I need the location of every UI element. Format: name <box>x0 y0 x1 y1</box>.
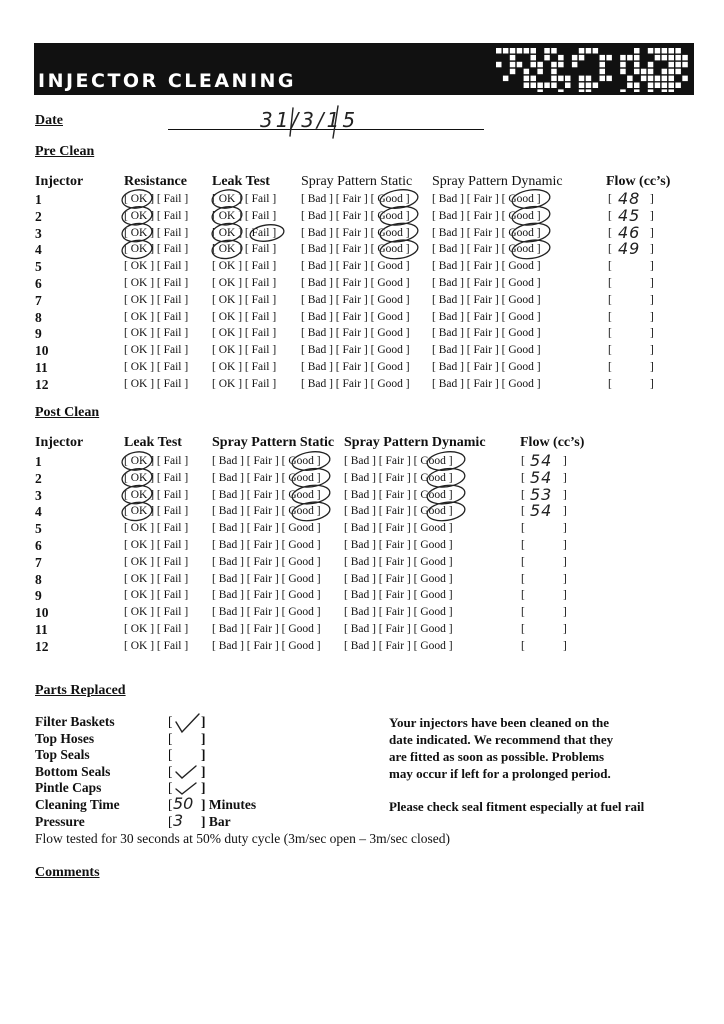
pre-dynamic-options[interactable]: [ Bad ] [ Fair ] [ Good ] <box>432 226 541 239</box>
post-flow-bracket-close: ] <box>563 606 567 619</box>
pre-dynamic-options[interactable]: [ Bad ] [ Fair ] [ Good ] <box>432 310 541 323</box>
pre-leak-options[interactable]: [ OK ] [ Fail ] <box>212 361 277 373</box>
pre-resistance-options[interactable]: [ OK ] [ Fail ] <box>124 361 189 373</box>
pre-dynamic-options[interactable]: [ Bad ] [ Fair ] [ Good ] <box>432 361 541 373</box>
post-flow-bracket-close: ] <box>563 572 567 585</box>
pre-flow-bracket-open: [ <box>608 243 612 256</box>
pre-injector-number: 8 <box>35 309 42 325</box>
pre-flow-bracket-close: ] <box>650 260 654 273</box>
pre-static-options[interactable]: [ Bad ] [ Fair ] [ Good ] <box>301 193 410 205</box>
seal-note: Please check seal fitment especially at fuel rail <box>389 799 645 814</box>
pre-dynamic-options[interactable]: [ Bad ] [ Fair ] [ Good ] <box>432 377 541 390</box>
post-injector-number: 12 <box>35 638 49 654</box>
post-dynamic-options[interactable]: [ Bad ] [ Fair ] [ Good ] <box>344 455 453 467</box>
post-flow-bracket-open: [ <box>521 539 525 551</box>
pre-injector-number: 11 <box>35 360 48 375</box>
pre-resistance-options[interactable]: [ OK ] [ Fail ] <box>124 193 189 205</box>
post-flow-bracket-close: ] <box>563 639 567 652</box>
post-flow-bracket-open: [ <box>521 555 525 568</box>
pre-resistance-options[interactable]: [ OK ] [ Fail ] <box>124 327 189 340</box>
pre-flow-bracket-open: [ <box>608 361 612 373</box>
post-dynamic-options[interactable]: [ Bad ] [ Fair ] [ Good ] <box>344 471 453 484</box>
pre-leak-options[interactable]: [ OK ] [ Fail ] <box>212 209 277 222</box>
post-static-options[interactable]: [ Bad ] [ Fair ] [ Good ] <box>212 623 321 635</box>
pre-flow-bracket-close: ] <box>650 277 654 289</box>
part-bracket-close: ] <box>201 763 206 779</box>
post-leak-options[interactable]: [ OK ] [ Fail ] <box>124 522 189 535</box>
post-leak-options[interactable]: [ OK ] [ Fail ] <box>124 488 189 501</box>
post-flow-bracket-open: [ <box>521 505 525 518</box>
post-dynamic-options[interactable]: [ Bad ] [ Fair ] [ Good ] <box>344 623 453 635</box>
post-static-options[interactable]: [ Bad ] [ Fair ] [ Good ] <box>212 522 321 535</box>
post-injector-number: 1 <box>35 454 42 469</box>
post-flow-bracket-open: [ <box>521 572 525 585</box>
pre-flow-bracket-close: ] <box>650 226 654 239</box>
pre-leak-options[interactable]: [ OK ] [ Fail ] <box>212 310 277 323</box>
message-line: may occur if left for a prolonged period. <box>389 766 611 781</box>
post-flow-bracket-close: ] <box>563 623 567 635</box>
pre-flow-bracket-close: ] <box>650 344 654 357</box>
pre-static-options[interactable]: [ Bad ] [ Fair ] [ Good ] <box>301 310 410 323</box>
post-static-options[interactable]: [ Bad ] [ Fair ] [ Good ] <box>212 606 321 619</box>
pre-flow-bracket-close: ] <box>650 377 654 390</box>
post-flow-bracket-close: ] <box>563 471 567 484</box>
post-injector-number: 2 <box>35 470 42 486</box>
post-clean-column-header: Leak Test <box>124 435 182 450</box>
pre-injector-number: 12 <box>35 376 49 392</box>
post-flow-bracket-open: [ <box>521 606 525 619</box>
post-flow-value[interactable]: 53 <box>530 484 553 504</box>
post-static-options[interactable]: [ Bad ] [ Fair ] [ Good ] <box>212 639 321 652</box>
post-leak-options[interactable]: [ OK ] [ Fail ] <box>124 471 189 484</box>
post-leak-options[interactable]: [ OK ] [ Fail ] <box>124 639 189 652</box>
pre-resistance-options[interactable]: [ OK ] [ Fail ] <box>124 277 189 289</box>
pre-static-options[interactable]: [ Bad ] [ Fair ] [ Good ] <box>301 260 410 273</box>
pre-static-options[interactable]: [ Bad ] [ Fair ] [ Good ] <box>301 377 410 390</box>
post-flow-value[interactable]: 54 <box>530 451 553 470</box>
post-injector-number: 7 <box>35 554 42 570</box>
pre-injector-number: 7 <box>35 292 42 308</box>
pre-leak-options[interactable]: [ OK ] [ Fail ] <box>212 377 277 390</box>
pre-flow-bracket-open: [ <box>608 277 612 289</box>
pre-resistance-options[interactable]: [ OK ] [ Fail ] <box>124 226 189 239</box>
part-label: Bottom Seals <box>35 763 111 779</box>
pre-leak-options[interactable]: [ OK ] [ Fail ] <box>212 344 277 357</box>
pre-clean-column-header: Spray Pattern Dynamic <box>432 174 563 189</box>
pre-resistance-options[interactable]: [ OK ] [ Fail ] <box>124 377 189 390</box>
post-dynamic-options[interactable]: [ Bad ] [ Fair ] [ Good ] <box>344 539 453 551</box>
date-slash-mark <box>290 108 293 136</box>
post-dynamic-options[interactable]: [ Bad ] [ Fair ] [ Good ] <box>344 606 453 619</box>
pre-injector-number: 4 <box>35 242 42 258</box>
part-bracket-open: [ <box>168 780 173 796</box>
comments-title: Comments <box>35 865 100 880</box>
post-static-options[interactable]: [ Bad ] [ Fair ] [ Good ] <box>212 589 321 602</box>
part-label: Filter Baskets <box>35 714 115 729</box>
pre-static-options[interactable]: [ Bad ] [ Fair ] [ Good ] <box>301 344 410 357</box>
part-bracket-open: [ <box>168 797 173 812</box>
pre-leak-options[interactable]: [ OK ] [ Fail ] <box>212 293 277 306</box>
pre-dynamic-options[interactable]: [ Bad ] [ Fair ] [ Good ] <box>432 243 541 256</box>
pre-flow-bracket-open: [ <box>608 193 612 205</box>
pre-flow-bracket-open: [ <box>608 209 612 222</box>
pre-flow-bracket-open: [ <box>608 260 612 273</box>
pre-leak-options[interactable]: [ OK ] [ Fail ] <box>212 260 277 273</box>
message-line: are fitted as soon as possible. Problems <box>389 749 605 764</box>
post-clean-column-header: Spray Pattern Static <box>212 435 335 450</box>
post-leak-options[interactable]: [ OK ] [ Fail ] <box>124 539 189 551</box>
post-flow-bracket-open: [ <box>521 639 525 652</box>
post-flow-bracket-close: ] <box>563 488 567 501</box>
part-bracket-close: ] <box>201 730 206 746</box>
post-dynamic-options[interactable]: [ Bad ] [ Fair ] [ Good ] <box>344 555 453 568</box>
post-clean-title: Post Clean <box>35 405 100 420</box>
message-line: date indicated. We recommend that they <box>389 732 614 747</box>
pre-injector-number: 1 <box>35 192 42 207</box>
pre-injector-number: 3 <box>35 225 42 241</box>
post-injector-number: 11 <box>35 622 48 637</box>
pre-static-options[interactable]: [ Bad ] [ Fair ] [ Good ] <box>301 226 410 239</box>
circled-fail-mark <box>249 223 285 244</box>
page-title: INJECTOR CLEANING <box>38 70 297 92</box>
pre-dynamic-options[interactable]: [ Bad ] [ Fair ] [ Good ] <box>432 260 541 273</box>
post-flow-bracket-close: ] <box>563 589 567 602</box>
pre-dynamic-options[interactable]: [ Bad ] [ Fair ] [ Good ] <box>432 193 541 205</box>
pre-flow-bracket-open: [ <box>608 226 612 239</box>
pre-flow-bracket-close: ] <box>650 243 654 256</box>
post-injector-number: 6 <box>35 538 42 553</box>
post-injector-number: 4 <box>35 504 42 520</box>
pre-leak-options[interactable]: [ OK ] [ Fail ] <box>212 327 277 340</box>
pre-injector-number: 5 <box>35 259 42 275</box>
post-flow-bracket-open: [ <box>521 589 525 602</box>
post-leak-options[interactable]: [ OK ] [ Fail ] <box>124 623 189 635</box>
post-dynamic-options[interactable]: [ Bad ] [ Fair ] [ Good ] <box>344 522 453 535</box>
pre-dynamic-options[interactable]: [ Bad ] [ Fair ] [ Good ] <box>432 293 541 306</box>
parts-replaced-title: Parts Replaced <box>35 683 126 698</box>
post-clean-column-header: Spray Pattern Dynamic <box>344 435 486 450</box>
post-static-options[interactable]: [ Bad ] [ Fair ] [ Good ] <box>212 505 321 518</box>
post-static-options[interactable]: [ Bad ] [ Fair ] [ Good ] <box>212 539 321 551</box>
pre-clean-title: Pre Clean <box>35 144 95 159</box>
post-static-options[interactable]: [ Bad ] [ Fair ] [ Good ] <box>212 555 321 568</box>
pre-resistance-options[interactable]: [ OK ] [ Fail ] <box>124 344 189 357</box>
post-static-options[interactable]: [ Bad ] [ Fair ] [ Good ] <box>212 455 321 467</box>
pre-clean-column-header: Flow (cc’s) <box>606 174 671 189</box>
date-value[interactable]: 31/3/15 <box>260 108 359 132</box>
pre-injector-number: 10 <box>35 343 49 359</box>
pre-clean-column-header: Spray Pattern Static <box>301 174 413 189</box>
part-label: Top Seals <box>35 747 90 763</box>
part-label: Pressure <box>35 813 85 829</box>
pre-resistance-options[interactable]: [ OK ] [ Fail ] <box>124 310 189 323</box>
post-leak-options[interactable]: [ OK ] [ Fail ] <box>124 455 189 467</box>
pre-clean-column-header: Injector <box>35 174 84 189</box>
post-leak-options[interactable]: [ OK ] [ Fail ] <box>124 589 189 602</box>
post-flow-value[interactable]: 54 <box>530 467 553 487</box>
check-mark <box>176 783 196 794</box>
pre-flow-value[interactable]: 46 <box>618 222 641 242</box>
part-bracket-open: [ <box>168 730 173 746</box>
pre-leak-options[interactable]: [ OK ] [ Fail ] <box>212 277 277 289</box>
check-mark <box>176 766 196 778</box>
part-bracket-close: ] Minutes <box>201 797 257 812</box>
pre-flow-bracket-open: [ <box>608 377 612 390</box>
pre-resistance-options[interactable]: [ OK ] [ Fail ] <box>124 260 189 273</box>
post-static-options[interactable]: [ Bad ] [ Fair ] [ Good ] <box>212 471 321 484</box>
part-label: Top Hoses <box>35 730 95 746</box>
pre-static-options[interactable]: [ Bad ] [ Fair ] [ Good ] <box>301 243 410 256</box>
pre-static-options[interactable]: [ Bad ] [ Fair ] [ Good ] <box>301 277 410 289</box>
post-flow-value[interactable]: 54 <box>530 501 553 521</box>
part-bracket-close: ] <box>201 747 206 763</box>
pre-injector-number: 6 <box>35 276 42 291</box>
pre-injector-number: 2 <box>35 208 42 224</box>
post-leak-options[interactable]: [ OK ] [ Fail ] <box>124 555 189 568</box>
date-slash-mark <box>333 106 338 138</box>
pre-flow-bracket-open: [ <box>608 327 612 340</box>
pre-clean-column-header: Resistance <box>124 174 187 189</box>
pre-dynamic-options[interactable]: [ Bad ] [ Fair ] [ Good ] <box>432 327 541 340</box>
post-clean-column-header: Flow (cc’s) <box>520 435 585 450</box>
post-flow-bracket-open: [ <box>521 488 525 501</box>
part-handwritten-value[interactable]: 3 <box>173 810 184 830</box>
post-leak-options[interactable]: [ OK ] [ Fail ] <box>124 572 189 585</box>
part-bracket-open: [ <box>168 747 173 763</box>
pre-flow-value[interactable]: 48 <box>618 189 641 208</box>
pre-flow-bracket-close: ] <box>650 193 654 205</box>
post-flow-bracket-close: ] <box>563 505 567 518</box>
pre-leak-options[interactable]: [ OK ] [ Fail ] <box>212 193 277 205</box>
post-dynamic-options[interactable]: [ Bad ] [ Fair ] [ Good ] <box>344 572 453 585</box>
post-dynamic-options[interactable]: [ Bad ] [ Fair ] [ Good ] <box>344 488 453 501</box>
post-flow-bracket-open: [ <box>521 522 525 535</box>
post-dynamic-options[interactable]: [ Bad ] [ Fair ] [ Good ] <box>344 639 453 652</box>
pre-resistance-options[interactable]: [ OK ] [ Fail ] <box>124 243 189 256</box>
message-line: Your injectors have been cleaned on the <box>389 715 610 730</box>
check-mark <box>176 714 199 732</box>
post-injector-number: 8 <box>35 571 42 587</box>
pre-flow-bracket-close: ] <box>650 209 654 222</box>
pre-flow-bracket-close: ] <box>650 310 654 323</box>
pre-injector-number: 9 <box>35 326 42 342</box>
post-dynamic-options[interactable]: [ Bad ] [ Fair ] [ Good ] <box>344 505 453 518</box>
part-bracket-open: [ <box>168 763 173 779</box>
pre-flow-bracket-open: [ <box>608 344 612 357</box>
part-bracket-close: ] <box>201 780 206 796</box>
post-flow-bracket-open: [ <box>521 471 525 484</box>
pre-flow-value[interactable]: 45 <box>618 205 641 225</box>
post-leak-options[interactable]: [ OK ] [ Fail ] <box>124 606 189 619</box>
pre-dynamic-options[interactable]: [ Bad ] [ Fair ] [ Good ] <box>432 209 541 222</box>
post-leak-options[interactable]: [ OK ] [ Fail ] <box>124 505 189 518</box>
post-flow-bracket-close: ] <box>563 455 567 467</box>
part-label: Cleaning Time <box>35 797 120 812</box>
pre-clean-column-header: Leak Test <box>212 174 270 189</box>
pre-static-options[interactable]: [ Bad ] [ Fair ] [ Good ] <box>301 361 410 373</box>
pre-flow-value[interactable]: 49 <box>618 239 641 259</box>
part-bracket-open: [ <box>168 714 173 729</box>
part-bracket-close: ] <box>201 714 206 729</box>
post-flow-bracket-close: ] <box>563 555 567 568</box>
pre-flow-bracket-open: [ <box>608 310 612 323</box>
post-flow-bracket-open: [ <box>521 623 525 635</box>
pre-flow-bracket-close: ] <box>650 293 654 306</box>
pre-static-options[interactable]: [ Bad ] [ Fair ] [ Good ] <box>301 209 410 222</box>
pre-flow-bracket-close: ] <box>650 327 654 340</box>
part-bracket-open: [ <box>168 813 173 829</box>
pre-resistance-options[interactable]: [ OK ] [ Fail ] <box>124 209 189 222</box>
post-static-options[interactable]: [ Bad ] [ Fair ] [ Good ] <box>212 488 321 501</box>
post-injector-number: 9 <box>35 588 42 604</box>
pre-dynamic-options[interactable]: [ Bad ] [ Fair ] [ Good ] <box>432 344 541 357</box>
date-label: Date <box>35 113 63 128</box>
part-label: Pintle Caps <box>35 780 102 796</box>
pre-leak-options[interactable]: [ OK ] [ Fail ] <box>212 243 277 256</box>
post-injector-number: 10 <box>35 605 49 621</box>
post-flow-bracket-close: ] <box>563 539 567 551</box>
pre-flow-bracket-open: [ <box>608 293 612 306</box>
pre-static-options[interactable]: [ Bad ] [ Fair ] [ Good ] <box>301 293 410 306</box>
part-handwritten-value[interactable]: 50 <box>173 794 194 813</box>
post-flow-bracket-open: [ <box>521 455 525 467</box>
post-injector-number: 5 <box>35 521 42 537</box>
post-dynamic-options[interactable]: [ Bad ] [ Fair ] [ Good ] <box>344 589 453 602</box>
post-static-options[interactable]: [ Bad ] [ Fair ] [ Good ] <box>212 572 321 585</box>
part-bracket-close: ] Bar <box>201 813 231 829</box>
pre-leak-options[interactable]: [ OK ] [ Fail ] <box>212 226 277 239</box>
pre-flow-bracket-close: ] <box>650 361 654 373</box>
flow-test-note: Flow tested for 30 seconds at 50% duty cycle (3m/sec open – 3m/sec closed) <box>35 831 451 846</box>
pre-resistance-options[interactable]: [ OK ] [ Fail ] <box>124 293 189 306</box>
post-clean-column-header: Injector <box>35 435 84 450</box>
post-injector-number: 3 <box>35 487 42 503</box>
post-flow-bracket-close: ] <box>563 522 567 535</box>
pre-dynamic-options[interactable]: [ Bad ] [ Fair ] [ Good ] <box>432 277 541 289</box>
pre-static-options[interactable]: [ Bad ] [ Fair ] [ Good ] <box>301 327 410 340</box>
